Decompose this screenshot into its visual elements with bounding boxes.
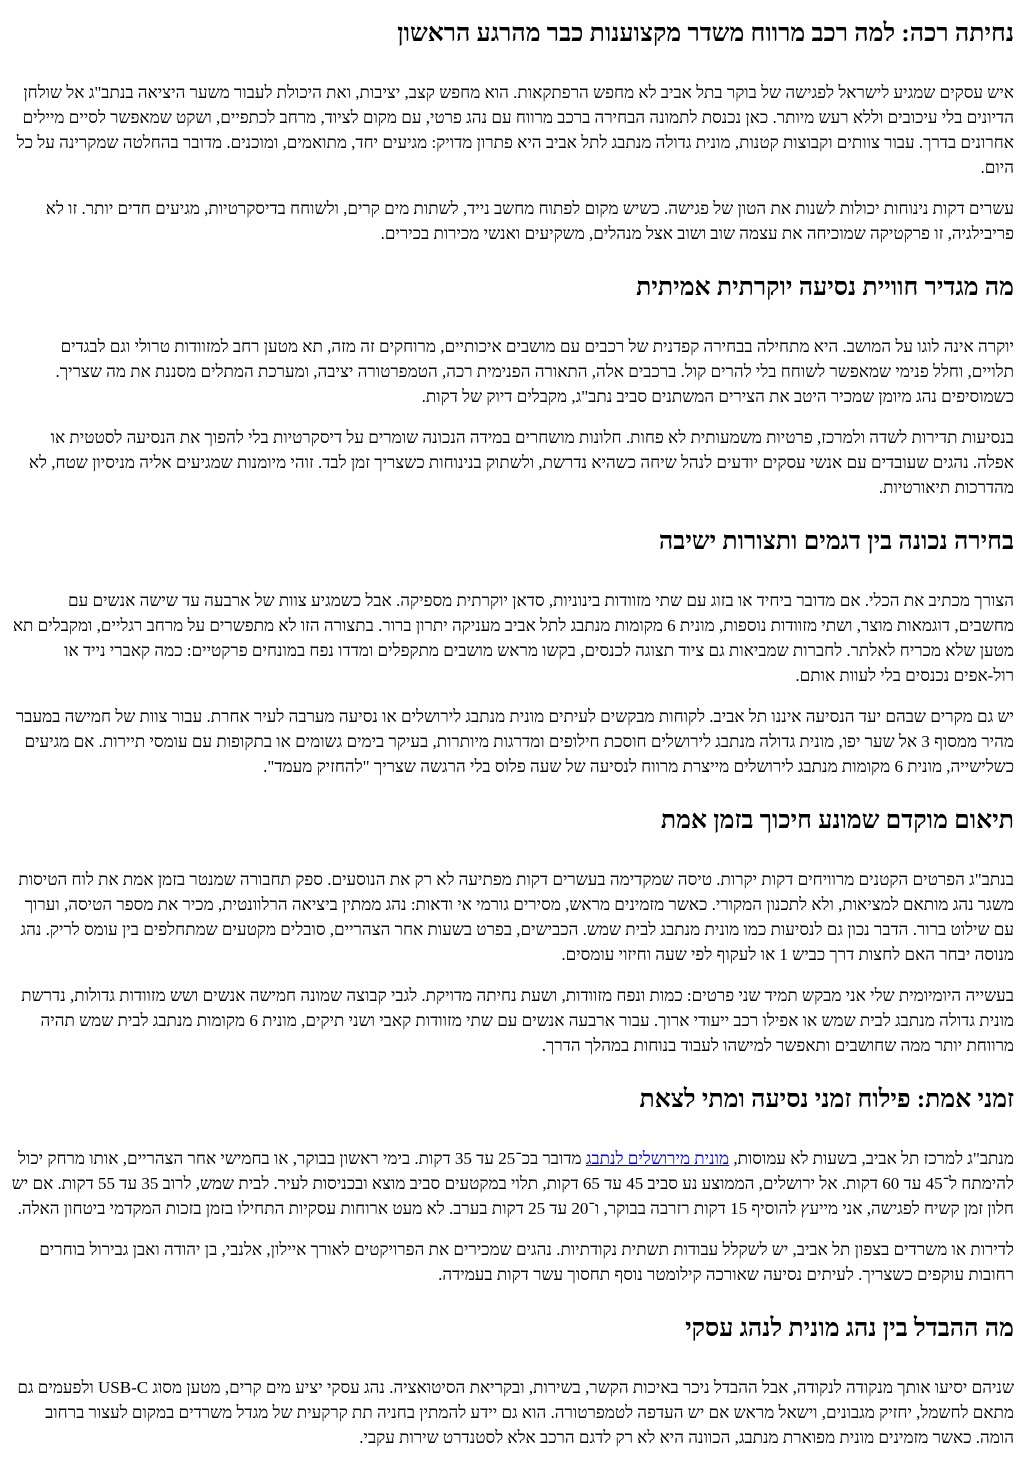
paragraph bbox=[10, 1146, 1014, 1221]
paragraph: בנסיעות תדירות לשדה ולמרכז, פרטיות משמעותית לא פחות. חלונות מושחרים במידה הנכונה שומרים על דיסקרטיות בלי להפוך את הנסיעה לסטטית או אפלה. נהגים שעובדים עם אנשי עסקים יודעים לנהל שיחה כשהיא נדרשת, ולשתוק בנינוחות כשצריך זמן לבד. זוהי מיומנות שמגיעים אליה מניסיון שטח, לא מהדרכות תיאורטיות. bbox=[28, 428, 1014, 497]
section-travel-times bbox=[10, 1080, 1014, 1287]
section-heading: זמני אמת: פילוח זמני נסיעה ומתי לצאת bbox=[639, 1086, 1014, 1113]
paragraph-text: מנתב"ג למרכז תל אביב, בשעות לא עמוסות, bbox=[729, 1149, 1014, 1168]
paragraph: יש גם מקרים שבהם יעד הנסיעה איננו תל אביב. לקוחות מבקשים לעיתים מונית מנתבג לירושלים או נסיעה מערבה לעיר אחרת. עבור צוות של חמישה במעבר מהיר ממסוף 3 אל שער יפו, מונית גדולה מנתבג לירושלים חוסכת חילופים ומדרגות מיותרות, בעיקר בימים גשומים או בתקופות עם עומסי תיירות. אם מגיעים כשלישייה, מונית 6 מקומות מנתבג לירושלים מייצרת מרווח לנסיעה של שעה פלוס בלי הרגשה שצריך "להחזיק מעמד". bbox=[15, 707, 1014, 776]
paragraph: איש עסקים שמגיע לישראל לפגישה של בוקר בתל אביב לא מחפש הרפתקאות. הוא מחפש קצב, יציבות, ואת היכולת לעבור משער היציאה בנתב"ג אל שולחן הדיונים בלי עיכובים וללא רעש מיותר. כאן נכנסת לתמונה הבחירה ברכב מרווח עם נהג פרטי, עם מקום לציוד, מרחב לכתפיים, ושקט שמאפשר לסיים מיילים אחרונים בדרך. עבור צוותים וקבוצות קטנות, מונית גדולה מנתבג לתל אביב היא פתרון מדויק: מגיעים יחד, מתואמים, ומוכנים. מדובר בהחלטה שמקרינה על כל היום. bbox=[16, 83, 1014, 177]
section-luxury-experience bbox=[10, 268, 1014, 500]
section-advance-coordination bbox=[10, 801, 1014, 1058]
section-heading: מה מגדיר חוויית נסיעה יוקרתית אמיתית bbox=[636, 274, 1014, 301]
section-heading: מה ההבדל בין נהג מונית לנהג עסקי bbox=[685, 1315, 1014, 1342]
paragraph: בעשייה היומיומית שלי אני מבקש תמיד שני פרטים: כמות ונפח מזוודות, ושעת נחיתה מדויקת. לגבי קבוצה שמונה חמישה אנשים ושש מזוודות גדולות, נדרשת מונית גדולה מנתבג לבית שמש או אפילו רכב ייעודי ארוך. עבור ארבעה אנשים עם שתי מזוודות קאבי ושני תיקים, מונית 6 מקומות מנתבג לבית שמש תהיה מרווחת יותר ממה שחושבים ותאפשר למישהו לעבוד בנוחות במהלך הדרך. bbox=[21, 986, 1014, 1055]
section-heading: תיאום מוקדם שמונע חיכוך בזמן אמת bbox=[660, 807, 1014, 834]
jerusalem-taxi-link[interactable]: מונית מירושלים לנתבג bbox=[585, 1149, 730, 1168]
paragraph: עשרים דקות נינוחות יכולות לשנות את הטון של פגישה. כשיש מקום לפתוח מחשב נייד, לשתות מים קרים, ולשוחח בדיסקרטיות, מגיעים חדים יותר. זו לא פריבילגיה, זו פרקטיקה שמוכיחה את עצמה שוב ושוב אצל מנהלים, משקיעים ואנשי מכירות בכירים. bbox=[45, 199, 1014, 243]
section-soft-landing bbox=[10, 14, 1014, 246]
paragraph: יוקרה אינה לוגו על המושב. היא מתחילה בבחירה קפדנית של רכבים עם מושבים איכותיים, מרוחקים זה מזה, תא מטען רחב למזוודות טרולי וגם לבגדים תלויים, וחלל פנימי שמאפשר לשוחח בלי להרים קול. ברכבים אלה, התאורה הפנימית רכה, הטמפרטורה יציבה, ומערכת המתלים מסננת את מה שצריך. כשמוסיפים נהג מיומן שמכיר היטב את הצירים המשתנים סביב נתב"ג, מקבלים דיוק של דקות. bbox=[55, 337, 1014, 406]
section-heading: בחירה נכונה בין דגמים ותצורות ישיבה bbox=[658, 528, 1014, 555]
paragraph: שניהם יסיעו אותך מנקודה לנקודה, אבל ההבדל ניכר באיכות הקשר, בשירות, ובקריאת הסיטואציה. נהג עסקי יציע מים קרים, מטען מסוג USB-C ולפעמים גם מתאם לחשמל, יחזיק מגבונים, וישאל מראש אם יש העדפה לטמפרטורה. הוא גם יידע להמתין בחניה תת קרקעית של מגדל משרדים במקום לעצור ברחוב הומה. כאשר מזמינים מונית מפוארת מנתבג, הכוונה היא לא רק לדגם הרכב אלא לסטנדרט שירות עקבי. bbox=[17, 1378, 1014, 1447]
paragraph: הצורך מכתיב את הכלי. אם מדובר ביחיד או בזוג עם שתי מזוודות בינוניות, סדאן יוקרתית מספיקה. אבל כשמגיע צוות של ארבעה עד שישה אנשים עם מחשבים, דוגמאות מוצר, ושתי מזוודות נוספות, מונית 6 מקומות מנתבג לתל אביב מעניקה יתרון ברור. בתצורה הזו לא מתפשרים על מרחב רגליים, ומקבלים תא מטען שלא מכריח לאלתר. לחברות שמביאות גם ציוד תצוגה לכנסים, בקשו מראש מושבים מתקפלים ומדדו נפח במונחים פרקטיים: כמה קאברי נייד או רול-אפים נכנסים בלי לעוות אותם. bbox=[12, 591, 1014, 685]
paragraph: לדירות או משרדים בצפון תל אביב, יש לשקלל עבודות תשתית נקודתיות. נהגים שמכירים את הפרויקטים לאורך איילון, אלנבי, בן יהודה ואבן גבירול בוחרים רחובות עוקפים כשצריך. לעיתים נסיעה שאורכה קילומטר נוסף תחסוך עשר דקות בעמידה. bbox=[39, 1240, 1014, 1284]
section-models-seating bbox=[10, 522, 1014, 779]
paragraph-text: מדובר בכ־25 עד 35 דקות. בימי ראשון בבוקר, או בחמישי אחר הצהריים, אותו מרחק יכול להימתח ל־45 עד 60 דקות. אל ירושלים, הממוצע נע סביב 45 עד 65 דקות, תלוי במקטעים סביב מוצא ובכניסות לעיר. לבית שמש, לרוב 35 עד 55 דקות. אם יש חלון זמן קשיח לפגישה, אני מייעץ להוסיף 15 דקות רזרבה בבוקר, ו־20 עד 25 דקות בערב. לא מעט ארוחות עסקיות התחילו בזמן בזכות המקדמי ביטחון האלה. bbox=[11, 1149, 1014, 1218]
section-heading: נחיתה רכה: למה רכב מרווח משדר מקצוענות כבר מהרגע הראשון bbox=[397, 20, 1014, 47]
paragraph: בנתב"ג הפרטים הקטנים מרוויחים דקות יקרות. טיסה שמקדימה בעשרים דקות מפתיעה לא רק את הנוסעים. ספק תחבורה שמנטר בזמן אמת את לוח הטיסות משגר נהג מותאם למציאות, ולא לתכנון המקורי. כאשר מזמינים מראש, מסירים גורמי אי ודאות: נהג ממתין ביציאה הרלוונטית, מכיר את מספר הטיסה, וערוך עם שילוט ברור. הדבר נכון גם לנסיעות כמו מונית מנתבג לבית שמש. הכבישים, בפרט בשעות אחר הצהריים, סובלים מקטעים שמתחלפים בין עומס לריק. נהג מנוסה יבחר האם לחצות דרך כביש 1 או לעקוף לפי שעה וחיזוי עומסים. bbox=[18, 870, 1014, 964]
section-driver-difference bbox=[10, 1309, 1014, 1450]
